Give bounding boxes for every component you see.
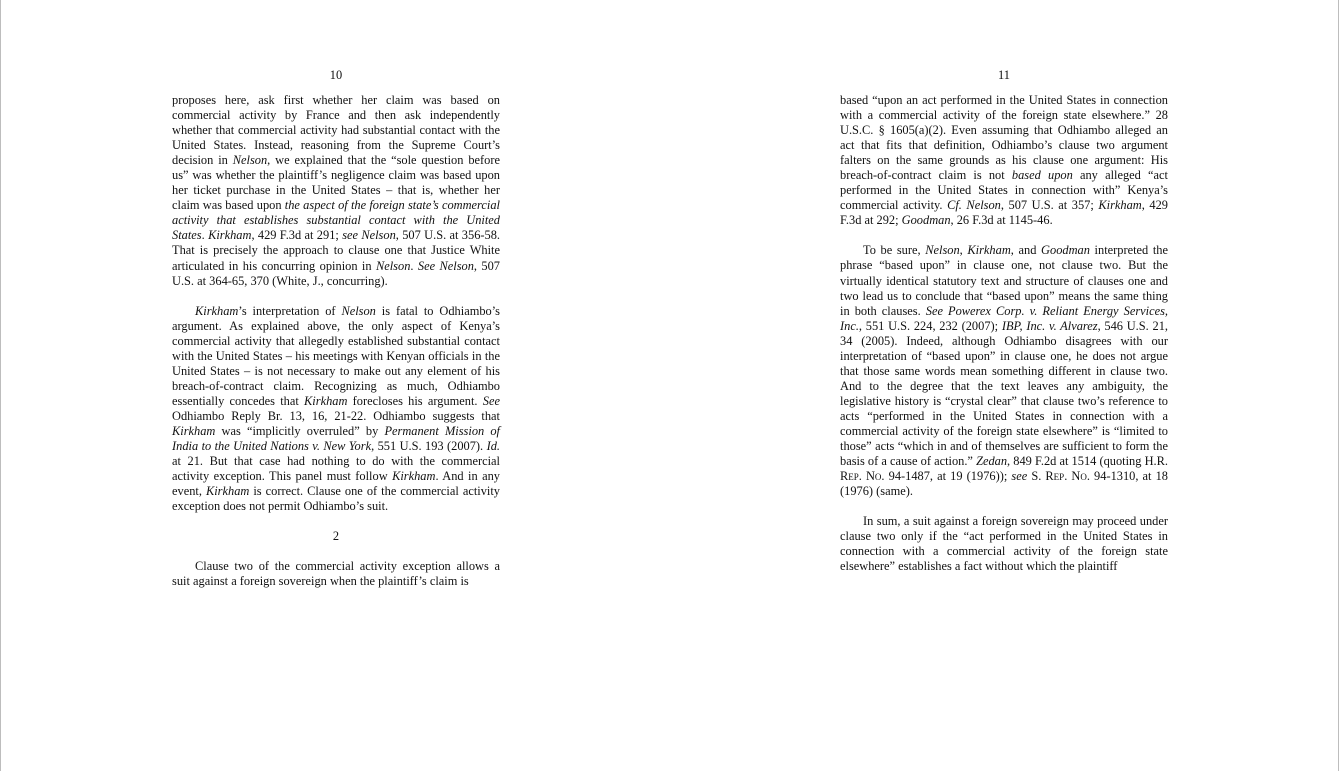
left-page xyxy=(172,68,500,589)
page-number: 10 xyxy=(329,68,343,82)
paragraph-1: based “upon an act performed in the United States in connection with a commercial activity of the foreign state elsewhere.” 28 U.S.C. § 1605(a)(2). Even assuming that Odhiambo alleged an act that fits that definition, Odhiambo’s clause two argument falters on the same grounds as his clause one argument: His breach-of-contract claim is not based upon any alleged “act performed in the United States in connection with” Kenya’s commercial activity. Cf. Nelson, 507 U.S. at 357; Kirkham, 429 F.3d at 292; Goodman, 26 F.3d at 1145-46. xyxy=(840,93,1168,228)
right-page xyxy=(840,68,1168,574)
paragraph-2: Kirkham’s interpretation of Nelson is fatal to Odhiambo’s argument. As explained above, the only aspect of Kenya’s commercial activity that allegedly established substantial contact with the United States – his meetings with Kenyan officials in the United States – is not necessary to make out any element of his breach-of-contract claim. Recognizing as much, Odhiambo essentially concedes that Kirkham forecloses his argument. See Odhiambo Reply Br. 13, 16, 21-22. Odhiambo suggests that Kirkham was “implicitly overruled” by Permanent Mission of India to the United Nations v. New York, 551 U.S. 193 (2007). Id. at 21. But that case had nothing to do with the commercial activity exception. This panel must follow Kirkham. And in any event, Kirkham is correct. Clause one of the commercial activity exception does not permit Odhiambo’s suit. xyxy=(172,303,501,514)
paragraph-3: Clause two of the commercial activity exception allows a suit against a foreign sovereign when the plaintiff’s claim is xyxy=(172,559,500,589)
paragraph-2: To be sure, Nelson, Kirkham, and Goodman interpreted the phrase “based upon” in clause one, not clause two. But the virtually identical statutory text and structure of clauses one and two lead us to conclude that “based upon” means the same thing in both clauses. See Powerex Corp. v. Reliant Energy Services, Inc., 551 U.S. 224, 232 (2007); IBP, Inc. v. Alvarez, 546 U.S. 21, 34 (2005). Indeed, although Odhiambo disagrees with our interpretation of “based upon” in clause one, he does not argue that those same words mean something different in clause two. And to the degree that the text leaves any ambiguity, the legislative history is “crystal clear” that clause two’s reference to acts “performed in the United States in connection with a commercial activity of the foreign state elsewhere” is “limited to those” acts “which in and of themselves are sufficient to form the basis of a cause of action.” Zedan, 849 F.2d at 1514 (quoting H.R. Rep. No. 94-1487, at 19 (1976)); see S. Rep. No. 94-1310, at 18 (1976) (same). xyxy=(840,243,1169,499)
paragraph-3: In sum, a suit against a foreign sovereign may proceed under clause two only if the “act performed in the United States in connection with a commercial activity of the foreign state elsewhere” establishes a fact without which the plaintiff xyxy=(840,514,1168,574)
page-number: 11 xyxy=(998,68,1010,82)
paragraph-1: proposes here, ask first whether her claim was based on commercial activity by France and then ask independently whether that commercial activity had substantial contact with the United States. Instead, reasoning from the Supreme Court’s decision in Nelson, we explained that the “sole question before us” was whether the plaintiff’s negligence claim was based upon her ticket purchase in the United States – that is, whether her claim was based upon the aspect of the foreign state’s commercial activity that establishes substantial contact with the United States. Kirkham, 429 F.3d at 291; see Nelson, 507 U.S. at 356-58. That is precisely the approach to clause one that Justice White articulated in his concurring opinion in Nelson. See Nelson, 507 U.S. at 364-65, 370 (White, J., concurring). xyxy=(172,93,501,288)
section-number: 2 xyxy=(332,529,340,544)
